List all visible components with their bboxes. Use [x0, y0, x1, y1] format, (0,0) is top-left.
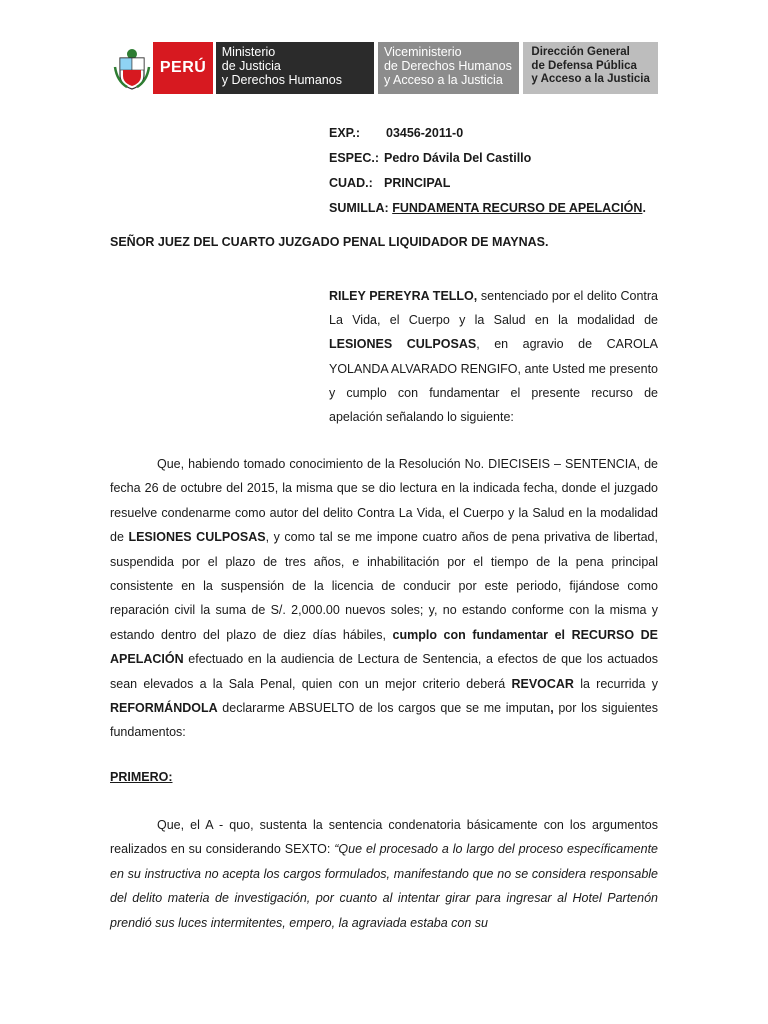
sumilla-label: SUMILLA:: [329, 201, 389, 215]
p1-bold: REVOCAR: [511, 676, 574, 691]
p1-text: declararme ABSUELTO de los cargos que se me imputan: [217, 701, 551, 716]
institution-banner: [110, 42, 658, 94]
sumilla-end: .: [642, 201, 646, 215]
dir-line: Dirección General: [531, 46, 630, 58]
p1-text: efectuado en la audiencia de Lectura de Sentencia, a efectos de que los actuados sean elevados a la Sala Penal, quien con un mejor criterio deberá: [110, 652, 658, 691]
p1-text: por los siguientes fundamentos:: [110, 701, 658, 740]
paragraph-1: [110, 452, 658, 745]
paragraph-2: [110, 813, 658, 935]
cuad-value: PRINCIPAL: [384, 176, 451, 190]
p1-bold: REFORMÁNDOLA: [110, 701, 218, 716]
ministry-line: Ministerio: [221, 45, 276, 59]
p2-quote: “Que el procesado a lo largo del proceso específicamente en su instructiva no acepta los cargos formulados, manifestando que no se considera responsable del delito materia de investigación, por cuanto al intentar girar para ingresar al Hotel Partenón prendió sus luces intermitentes, empero, la agraviada estaba con su: [110, 842, 659, 930]
case-espec-row: [329, 146, 646, 171]
cuad-label: CUAD.:: [329, 176, 373, 190]
viceministry-label: [378, 42, 519, 94]
espec-label: ESPEC.:: [329, 151, 380, 165]
p2-text: Que, el A - quo, sustenta la sentencia condenatoria básicamente con los argumentos realizados en su considerando SEXTO:: [110, 818, 658, 857]
p1-text: Que, habiendo tomado conocimiento de la Resolución No. DIECISEIS – SENTENCIA, de fecha 26 de octubre del 2015, la misma que se dio lectura en la indicada fecha, donde el juzgado resuelve condenarme como autor del delito Contra La Vida, el Cuerpo y la Salud en la modalidad de: [110, 457, 658, 545]
espec-value: Pedro Dávila Del Castillo: [384, 151, 532, 165]
p1-bold: ,: [550, 701, 554, 716]
sumilla-value: FUNDAMENTA RECURSO DE APELACIÓN: [392, 201, 643, 215]
ministry-label: [216, 42, 374, 94]
vice-line: de Derechos Humanos: [383, 59, 512, 73]
case-cuad-row: [329, 171, 646, 196]
peru-label: PERÚ: [153, 42, 212, 94]
dir-line: de Defensa Pública: [531, 59, 637, 72]
vice-line: Viceministerio: [383, 45, 462, 59]
appellant-name: RILEY PEREYRA TELLO,: [329, 289, 478, 303]
p1-text: la recurrida y: [573, 676, 658, 691]
p1-bold: cumplo con fundamentar el RECURSO DE APELACIÓN: [110, 627, 659, 667]
section-heading: PRIMERO:: [110, 770, 173, 784]
case-info: [329, 121, 646, 221]
ministry-line: de Justicia: [221, 59, 281, 73]
intro-bold: LESIONES CULPOSAS: [329, 337, 477, 352]
coat-of-arms-icon: [110, 42, 153, 94]
ministry-line: y Derechos Humanos: [221, 73, 342, 87]
directorate-label: [523, 42, 658, 94]
exp-label: EXP.:: [329, 126, 361, 140]
p1-bold: LESIONES CULPOSAS: [128, 530, 266, 545]
exp-value: 03456-2011-0: [386, 126, 464, 140]
dir-line: y Acceso a la Justicia: [531, 73, 650, 85]
addressee: SEÑOR JUEZ DEL CUARTO JUZGADO PENAL LIQUIDADOR DE MAYNAS.: [110, 235, 549, 249]
intro-text: sentenciado por el delito Contra La Vida, el Cuerpo y la Salud en la modalidad de: [329, 289, 658, 328]
p1-text: , y como tal se me impone cuatro años de pena privativa de libertad, suspendida por el plazo de tres años, e inhabilitación por el tiempo de la pena principal consistente en la suspensión de la licencia de conducir por este periodo, fijándose como reparación civil la suma de S/. 2,000.00 nuevos soles; y, no estando conforme con la misma y estando dentro del plazo de diez días hábiles,: [110, 530, 658, 642]
vice-line: y Acceso a la Justicia: [383, 73, 503, 87]
intro-text: , en agravio de CAROLA YOLANDA ALVARADO RENGIFO, ante Usted me presento y cumplo con fundamentar el presente recurso de apelación señalando lo siguiente:: [329, 337, 659, 425]
case-sumilla-row: [329, 196, 646, 221]
intro-paragraph: [329, 284, 658, 429]
case-exp-row: [329, 121, 646, 146]
